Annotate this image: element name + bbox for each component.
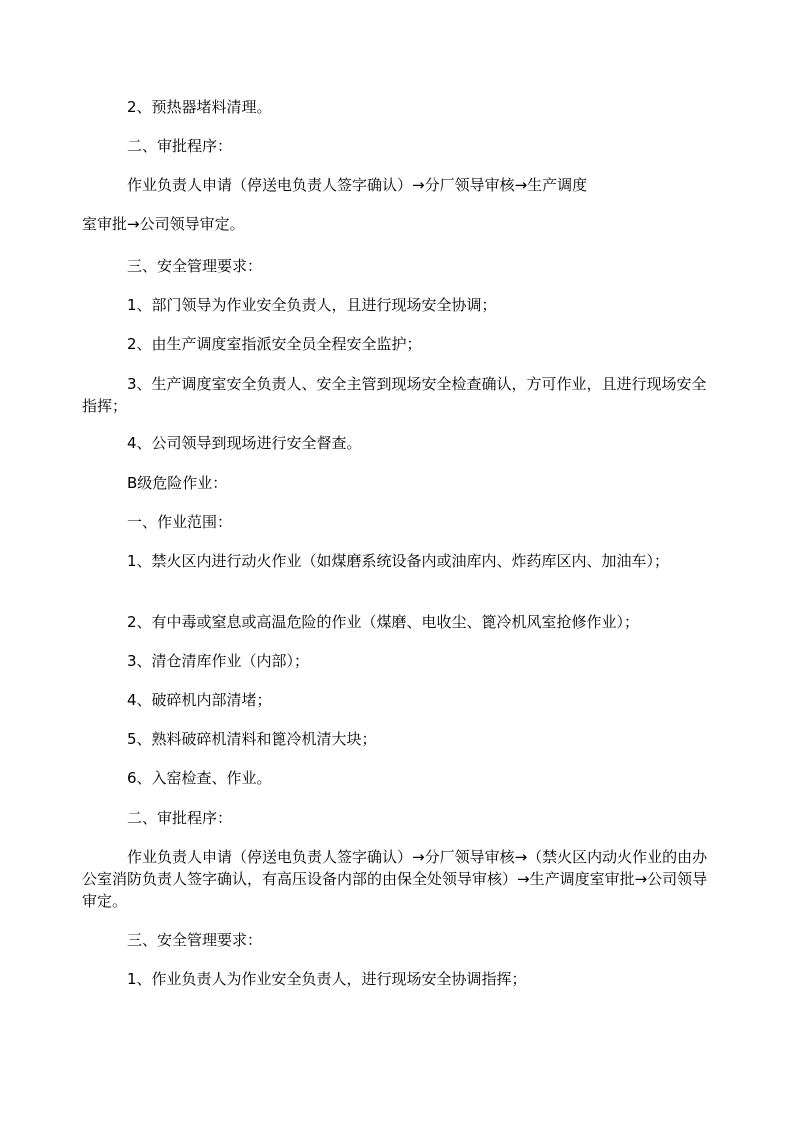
paragraph-safety-req-b-1: 1、作业负责人为作业安全负责人，进行现场安全协调指挥； <box>127 970 527 988</box>
paragraph-safety-req-a-1: 1、部门领导为作业安全负责人，且进行现场安全协调； <box>127 296 497 314</box>
heading-safety-requirements-b: 三、安全管理要求： <box>127 931 263 949</box>
paragraph-scope-4: 4、破碎机内部清堵； <box>127 691 272 709</box>
heading-work-scope: 一、作业范围： <box>127 513 233 531</box>
paragraph-preheater-clearing: 2、预热器堵料清理。 <box>127 98 272 116</box>
paragraph-scope-2: 2、有中毒或窒息或高温危险的作业（煤磨、电收尘、篦冷机风室抢修作业）； <box>127 613 640 631</box>
paragraph-approval-flow-b: 作业负责人申请（停送电负责人签字确认）→分厂领导审核→（禁火区内动火作业的由办公室消防负责人签字确认，有高压设备内部的由保全处领导审核）→生产调度室审批→公司领导审定。 <box>82 848 708 910</box>
paragraph-scope-3: 3、清仓清库作业（内部）； <box>127 652 310 670</box>
heading-safety-requirements-a: 三、安全管理要求： <box>127 257 263 275</box>
heading-approval-procedure-a: 二、审批程序： <box>127 137 233 155</box>
paragraph-approval-flow-a-line2: 室审批→公司领导审定。 <box>82 215 245 233</box>
paragraph-safety-req-a-2: 2、由生产调度室指派安全员全程安全监护； <box>127 335 422 353</box>
paragraph-safety-req-a-3: 3、生产调度室安全负责人、安全主管到现场安全检查确认，方可作业，且进行现场安全指挥； <box>82 375 707 415</box>
paragraph-approval-flow-a-line1: 作业负责人申请（停送电负责人签字确认）→分厂领导审核→生产调度 <box>127 176 588 194</box>
paragraph-safety-req-a-4: 4、公司领导到现场进行安全督查。 <box>127 434 362 452</box>
heading-approval-procedure-b: 二、审批程序： <box>127 809 233 827</box>
heading-b-level-hazardous-work: B级危险作业： <box>127 474 228 492</box>
paragraph-scope-5: 5、熟料破碎机清料和篦冷机清大块； <box>127 730 377 748</box>
paragraph-scope-1: 1、禁火区内进行动火作业（如煤磨系统设备内或油库内、炸药库区内、加油车）； <box>127 552 670 570</box>
paragraph-scope-6: 6、入窑检查、作业。 <box>127 769 272 787</box>
